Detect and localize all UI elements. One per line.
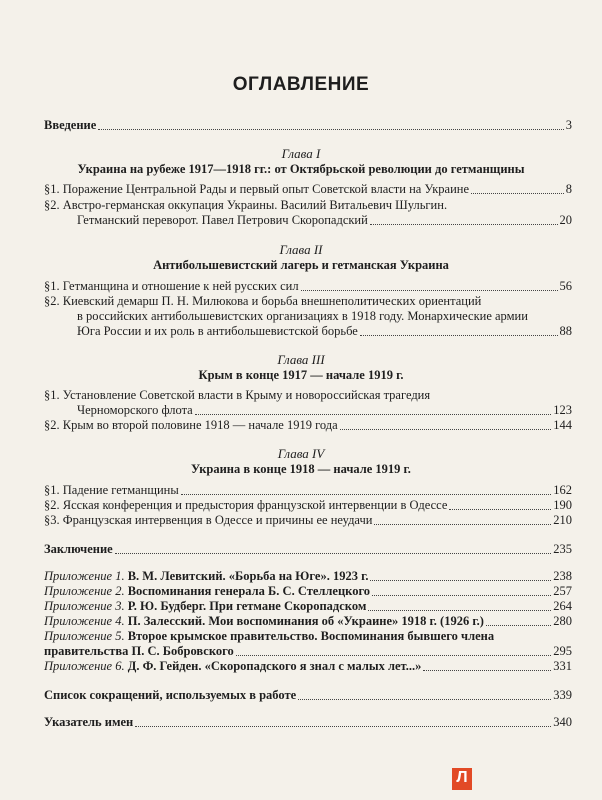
entry-text: Воспоминания генерала Б. С. Стеллецкого — [127, 584, 371, 598]
page-number: 3 — [565, 118, 572, 132]
toc-entry-abbreviations — [44, 688, 572, 703]
entry-text: Второе крымское правительство. Воспоминания бывшего члена — [127, 629, 495, 643]
dot-leader — [449, 503, 551, 510]
page-number: 123 — [553, 403, 572, 417]
toc-entry-ch2-s2-line2: в российских антибольшевистских организациях в 1918 году. Монархические армии — [77, 309, 528, 323]
toc-entry-appendix-3 — [44, 599, 572, 614]
appendix-label: Приложение 4. — [44, 614, 125, 628]
chapter-1-label: Глава I — [281, 146, 321, 161]
page-number: 8 — [565, 182, 572, 196]
entry-text: Гетманский переворот. Павел Петрович Скоропадский — [77, 213, 368, 227]
dot-leader — [98, 123, 563, 130]
toc-entry-appendix-2 — [44, 584, 572, 599]
page-number: 56 — [559, 279, 572, 293]
appendix-label: Приложение 1. — [44, 569, 125, 583]
dot-leader — [360, 329, 558, 336]
appendix-label: Приложение 2. — [44, 584, 125, 598]
page-number: 88 — [559, 324, 572, 338]
dot-leader — [195, 408, 552, 415]
entry-text: §1. Падение гетманщины — [44, 483, 179, 497]
chapter-2-title: Антибольшевистский лагерь и гетманская Украина — [153, 258, 449, 272]
entry-text: §1. Поражение Центральной Рады и первый опыт Советской власти на Украине — [44, 182, 469, 196]
toc-entry-ch3-s1-line1 — [44, 388, 572, 403]
chapter-3-title: Крым в конце 1917 — начале 1919 г. — [198, 368, 404, 382]
page-number: 264 — [553, 599, 572, 613]
dot-leader — [135, 720, 551, 727]
entry-text: §3. Французская интервенция в Одессе и причины ее неудачи — [44, 513, 373, 527]
toc-entry-ch1-s1 — [44, 182, 572, 197]
chapter-4-label: Глава IV — [277, 446, 325, 461]
toc-entry-ch1-s2-line1 — [44, 198, 572, 213]
logo-glyph: Л — [456, 769, 468, 786]
toc-entry-ch4-s1 — [44, 483, 572, 498]
entry-text: Юга России и их роль в антибольшевистской борьбе — [77, 324, 358, 338]
entry-text: §2. Крым во второй половине 1918 — начале 1919 года — [44, 418, 338, 432]
toc-entry-ch3-s2 — [44, 418, 572, 433]
page-number: 162 — [553, 483, 572, 497]
entry-text: Заключение — [44, 542, 113, 556]
publisher-logo-icon — [452, 768, 472, 790]
entry-text: правительства П. С. Бобровского — [44, 644, 234, 658]
chapter-2-label: Глава II — [279, 242, 323, 257]
dot-leader — [181, 488, 552, 495]
entry-text: §1. Гетманщина и отношение к ней русских сил — [44, 279, 299, 293]
toc-entry-ch1-s2 — [77, 213, 572, 228]
toc-entry-ch4-s3 — [44, 513, 572, 528]
chapter-1-title: Украина на рубеже 1917—1918 гг.: от Октябрьской революции до гетманщины — [77, 162, 525, 176]
page-number: 235 — [553, 542, 572, 556]
page-number: 20 — [559, 213, 572, 227]
toc-entry-ch4-s2 — [44, 498, 572, 513]
dot-leader — [236, 649, 552, 656]
dot-leader — [368, 604, 551, 611]
toc-entry-intro — [44, 118, 572, 133]
page-title: ОГЛАВЛЕНИЕ — [232, 74, 370, 95]
toc-entry-ch2-s2 — [77, 324, 572, 339]
dot-leader — [370, 574, 551, 581]
appendix-label: Приложение 6. — [44, 659, 125, 673]
page-number: 339 — [553, 688, 572, 702]
entry-text: Указатель имен — [44, 715, 134, 729]
entry-text: §1. Установление Советской власти в Крыму и новороссийская трагедия — [44, 388, 431, 402]
toc-entry-ch2-s2-line1 — [44, 294, 572, 309]
dot-leader — [115, 547, 552, 554]
toc-entry-appendix-4 — [44, 614, 572, 629]
page-number: 257 — [553, 584, 572, 598]
dot-leader — [374, 518, 551, 525]
entry-text: П. Залесский. Мои воспоминания об «Украине» 1918 г. (1926 г.) — [127, 614, 484, 628]
entry-text: §2. Австро-германская оккупация Украины. Василий Витальевич Шульгин. — [44, 198, 448, 212]
page-number: 295 — [553, 644, 572, 658]
toc-entry-ch3-s1 — [77, 403, 572, 418]
appendix-label: Приложение 5. — [44, 629, 125, 643]
entry-text: Р. Ю. Будберг. При гетмане Скоропадском — [127, 599, 367, 613]
dot-leader — [486, 619, 551, 626]
page-number: 280 — [553, 614, 572, 628]
toc-entry-appendix-5 — [44, 644, 572, 659]
dot-leader — [340, 423, 552, 430]
dot-leader — [471, 187, 564, 194]
toc-entry-ch2-s1 — [44, 279, 572, 294]
chapter-4-title: Украина в конце 1918 — начале 1919 г. — [191, 462, 411, 476]
page-number: 331 — [553, 659, 572, 673]
chapter-3-label: Глава III — [277, 352, 325, 367]
toc-entry-conclusion — [44, 542, 572, 557]
entry-text: Список сокращений, используемых в работе — [44, 688, 297, 702]
dot-leader — [423, 664, 551, 671]
dot-leader — [298, 693, 551, 700]
dot-leader — [372, 589, 551, 596]
entry-text: Введение — [44, 118, 97, 132]
appendix-label: Приложение 3. — [44, 599, 125, 613]
entry-text: В. М. Левитский. «Борьба на Юге». 1923 г. — [127, 569, 369, 583]
toc-entry-appendix-5-line1 — [44, 629, 572, 644]
page-number: 210 — [553, 513, 572, 527]
toc-entry-index — [44, 715, 572, 730]
page-number: 340 — [553, 715, 572, 729]
entry-text: §2. Киевский демарш П. Н. Милюкова и борьба внешнеполитических ориентаций — [44, 294, 482, 308]
page-number: 190 — [553, 498, 572, 512]
page-number: 144 — [553, 418, 572, 432]
entry-text: Д. Ф. Гейден. «Скоропадского я знал с малых лет...» — [127, 659, 422, 673]
dot-leader — [370, 218, 558, 225]
dot-leader — [301, 284, 558, 291]
entry-text: §2. Ясская конференция и предыстория французской интервенции в Одессе — [44, 498, 448, 512]
toc-entry-appendix-1 — [44, 569, 572, 584]
toc-entry-appendix-6 — [44, 659, 572, 674]
entry-text: Черноморского флота — [77, 403, 193, 417]
page-number: 238 — [553, 569, 572, 583]
